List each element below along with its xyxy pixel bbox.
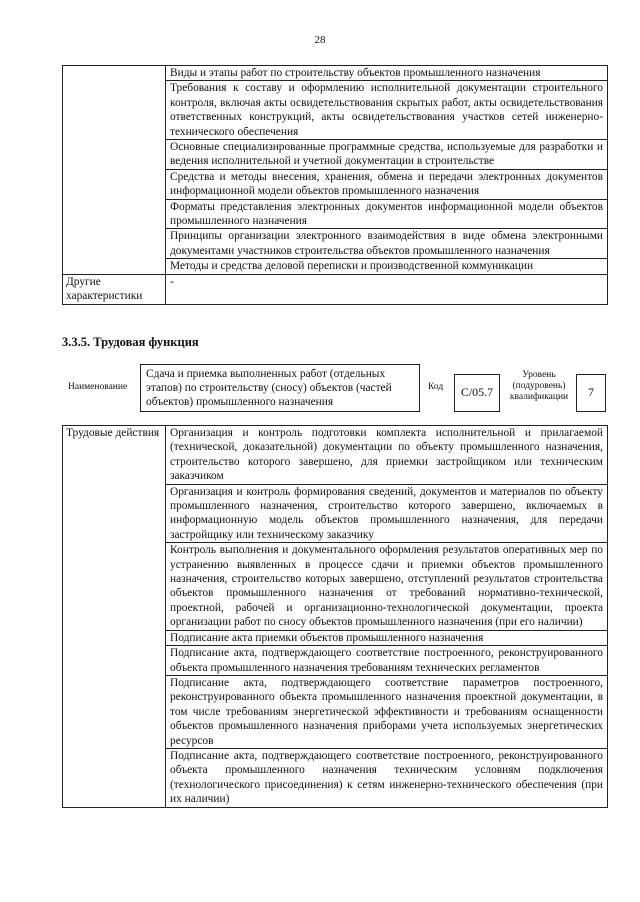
knowledge-item: Форматы представления электронных документов информационной модели объектов промышленного назначения xyxy=(166,199,608,229)
knowledge-item: Виды и этапы работ по строительству объектов промышленного назначения xyxy=(166,66,608,81)
labor-function-header xyxy=(62,362,608,412)
labor-action-item: Подписание акта, подтверждающего соответствие параметров построенного, реконструированного объекта промышленного назначения проектной документации, в том числе требованиям энергетической эффективности и требованиям оснащенности объектов промышленного назначения приборами учета используемых энергетических ресурсов xyxy=(166,675,608,748)
knowledge-item: Принципы организации электронного взаимодействия в виде обмена электронными документами участников строительства объектов промышленного назначения xyxy=(166,229,608,259)
labor-action-item: Подписание акта, подтверждающего соответствие построенного, реконструированного объекта промышленного назначения требованиям технических регламентов xyxy=(166,646,608,676)
other-characteristics-value: - xyxy=(166,274,608,304)
page-number: 28 xyxy=(314,34,326,46)
other-characteristics-label: Другие характеристики xyxy=(63,274,166,304)
level-label: Уровень (подуровень) квалификации xyxy=(509,370,569,402)
function-name: Сдача и приемка выполненных работ (отдельных этапов) по строительству (сносу) объектов (частей объектов) промышленного назначения xyxy=(140,364,420,412)
labor-actions-label: Трудовые действия xyxy=(63,426,166,808)
labor-action-item: Контроль выполнения и документального оформления результатов оперативных мер по устранению выявленных в процессе сдачи и приемки объектов промышленного назначения, строительство которых завершено, отступлений результатов строительства объектов промышленного назначения от требований нормативно-технической, проектной, рабочей и организационно-технологической документации, проекта организации работ по сносу объектов промышленного назначения (при его наличии) xyxy=(166,543,608,630)
labor-action-item: Организация и контроль формирования сведений, документов и материалов по объекту промышленного назначения, строительство которого завершено, включаемых в информационную модель объектов промышленного назначения, для передачи застройщику или техническому заказчику xyxy=(166,484,608,543)
section-title: 3.3.5. Трудовая функция xyxy=(62,335,199,349)
name-label: Наименование xyxy=(68,382,128,392)
knowledge-label-cell xyxy=(63,66,166,275)
knowledge-item: Основные специализированные программные средства, используемые для разработки и ведения исполнительной и учетной документации в строительстве xyxy=(166,140,608,170)
code-label: Код xyxy=(428,382,444,392)
labor-action-item: Подписание акта, подтверждающего соответствие построенного, реконструированного объекта промышленного назначения техническим условиям подключения (технологического присоединения) к сетям инженерно-технического обеспечения (при их наличии) xyxy=(166,748,608,807)
labor-action-item: Организация и контроль подготовки комплекта исполнительной и прилагаемой (технической, доказательной) документации по объекту промышленного назначения, строительство которого завершено, для приемки застройщиком или техническим заказчиком xyxy=(166,426,608,485)
qualification-level: 7 xyxy=(576,374,606,412)
labor-actions-table xyxy=(62,425,608,808)
knowledge-table xyxy=(62,65,608,305)
labor-action-item: Подписание акта приемки объектов промышленного назначения xyxy=(166,630,608,645)
knowledge-item: Средства и методы внесения, хранения, обмена и передачи электронных документов информационной модели объектов промышленного назначения xyxy=(166,169,608,199)
knowledge-item: Требования к составу и оформлению исполнительной документации строительного контроля, включая акты освидетельствования скрытых работ, акты освидетельствования ответственных конструкций, акты освидетельствования участков сетей инженерно-технического обеспечения xyxy=(166,81,608,140)
function-code: C/05.7 xyxy=(454,374,500,412)
knowledge-item: Методы и средства деловой переписки и производственной коммуникации xyxy=(166,259,608,274)
